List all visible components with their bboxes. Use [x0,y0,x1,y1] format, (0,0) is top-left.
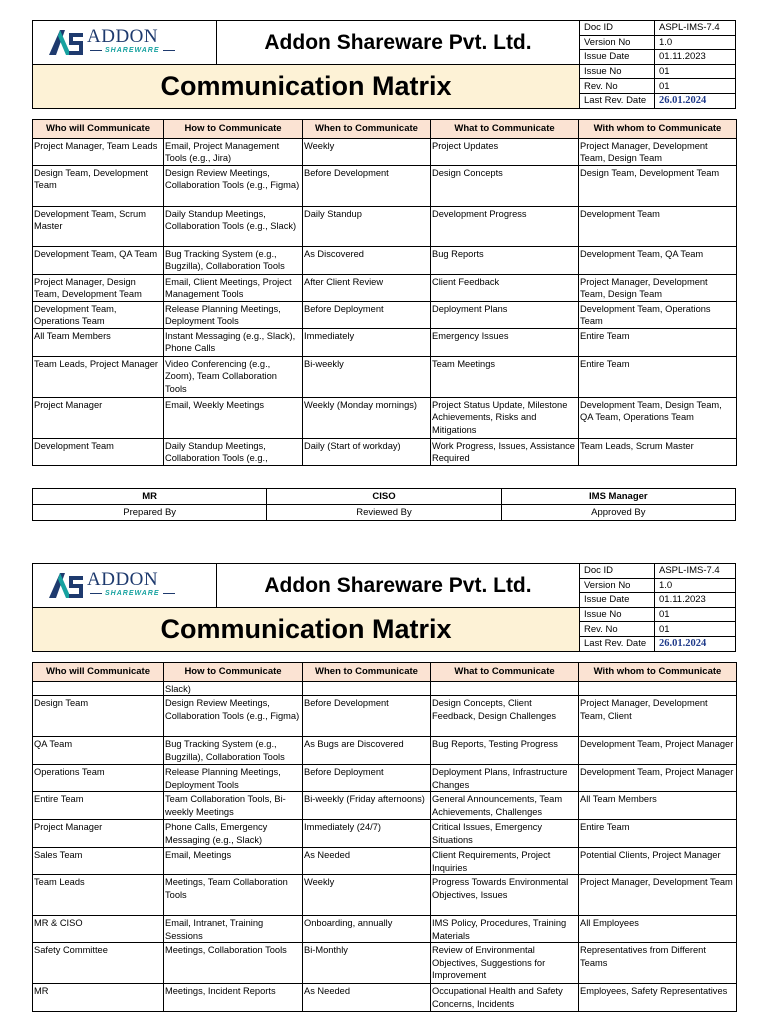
table-cell: Development Team, QA Team [579,246,737,274]
table-cell [431,681,579,696]
meta-value: 01.11.2023 [655,593,736,608]
table-row [33,328,737,356]
table-cell: Design Review Meetings, Collaboration Tools (e.g., Figma) [164,696,303,737]
table-cell: As Bugs are Discovered [303,737,431,765]
document-meta [580,21,736,109]
meta-label: Issue No [580,607,655,622]
communication-matrix-table [32,662,737,1013]
table-cell: Development Progress [431,206,579,246]
meta-label: Doc ID [580,564,655,578]
meta-value: 01 [655,607,736,622]
table-cell: Meetings, Incident Reports [164,984,303,1012]
meta-label: Issue No [580,64,655,79]
table-cell: Meetings, Team Collaboration Tools [164,875,303,916]
logo-wordmark: ADDON [87,26,159,47]
table-cell: Bi-Monthly [303,943,431,984]
table-cell: Immediately (24/7) [303,820,431,848]
table-cell: Instant Messaging (e.g., Slack), Phone Calls [164,328,303,356]
table-cell: Team Meetings [431,356,579,397]
meta-label: Rev. No [580,79,655,94]
signoff-action: Approved By [501,504,735,520]
table-cell [33,681,164,696]
table-cell: All Team Members [579,792,737,820]
table-row [33,984,737,1012]
table-cell: Design Concepts, Client Feedback, Design Challenges [431,696,579,737]
table-cell: Client Requirements, Project Inquiries [431,848,579,875]
table-cell: Before Deployment [303,301,431,328]
table-cell: Bi-weekly (Friday afternoons) [303,792,431,820]
company-name: Addon Shareware Pvt. Ltd. [217,21,580,65]
table-cell: Slack) [164,681,303,696]
company-logo [33,21,217,65]
table-cell: Email, Meetings [164,848,303,875]
table-row [33,875,737,916]
company-logo [33,564,217,608]
logo-mark-icon [47,570,85,600]
communication-matrix-table [32,119,737,466]
logo-tagline: SHAREWARE [87,590,178,597]
table-cell: Design Team, Development Team [33,165,164,206]
table-cell: Video Conferencing (e.g., Zoom), Team Collaboration Tools [164,356,303,397]
table-cell: All Employees [579,916,737,943]
table-cell: Development Team, QA Team [33,246,164,274]
table-row [33,916,737,943]
logo-tagline: SHAREWARE [87,47,178,54]
table-cell: Release Planning Meetings, Deployment Tools [164,765,303,792]
table-cell: Design Team [33,696,164,737]
table-cell: Project Manager [33,820,164,848]
document-title: Communication Matrix [33,608,580,651]
meta-value: ASPL-IMS-7.4 [655,564,736,578]
table-cell: As Needed [303,848,431,875]
table-cell: Project Updates [431,138,579,165]
page-1 [32,20,736,521]
table-row [33,943,737,984]
signoff-role: CISO [267,488,501,504]
company-name: Addon Shareware Pvt. Ltd. [217,564,580,608]
table-header-row [33,119,737,138]
table-cell: Weekly [303,138,431,165]
table-row [33,246,737,274]
meta-label: Version No [580,35,655,50]
meta-value: 26.01.2024 [655,636,736,650]
column-header: How to Communicate [164,119,303,138]
table-cell: Team Leads [33,875,164,916]
meta-label: Version No [580,578,655,593]
signoff-table [32,488,736,521]
meta-value: 01 [655,79,736,94]
table-row [33,397,737,438]
table-cell: Bi-weekly [303,356,431,397]
column-header: How to Communicate [164,662,303,681]
table-cell: Email, Client Meetings, Project Management Tools [164,274,303,301]
table-cell: Design Concepts [431,165,579,206]
meta-label: Issue Date [580,50,655,65]
table-row [33,737,737,765]
table-cell [579,681,737,696]
table-row [33,165,737,206]
table-cell: MR [33,984,164,1012]
table-cell: Development Team, Operations Team [579,301,737,328]
meta-value: 26.01.2024 [655,93,736,107]
table-cell: Project Status Update, Milestone Achievements, Risks and Mitigations [431,397,579,438]
table-cell: Before Development [303,165,431,206]
table-row [33,696,737,737]
table-cell: Development Team, Operations Team [33,301,164,328]
table-cell: Design Review Meetings, Collaboration Tools (e.g., Figma) [164,165,303,206]
meta-value: 01 [655,64,736,79]
table-cell: Deployment Plans [431,301,579,328]
column-header: Who will Communicate [33,119,164,138]
table-row [33,138,737,165]
table-row [33,681,737,696]
table-cell: Onboarding, annually [303,916,431,943]
table-cell: Development Team [33,438,164,465]
table-cell: Email, Weekly Meetings [164,397,303,438]
table-cell: As Needed [303,984,431,1012]
table-cell: Work Progress, Issues, Assistance Required [431,438,579,465]
table-cell: Entire Team [579,328,737,356]
table-cell: Daily Standup Meetings, Collaboration Tools (e.g., Slack) [164,206,303,246]
document-header [32,20,736,109]
table-row [33,848,737,875]
table-row [33,792,737,820]
table-row [33,274,737,301]
table-row [33,356,737,397]
table-row [33,765,737,792]
signoff-role: MR [33,488,267,504]
table-cell: Entire Team [33,792,164,820]
table-cell: Daily Standup Meetings, Collaboration Tools (e.g., [164,438,303,465]
table-cell: After Client Review [303,274,431,301]
column-header: What to Communicate [431,662,579,681]
table-cell: Critical Issues, Emergency Situations [431,820,579,848]
meta-label: Rev. No [580,622,655,637]
table-cell: Meetings, Collaboration Tools [164,943,303,984]
signoff-action: Prepared By [33,504,267,520]
table-cell: Release Planning Meetings, Deployment Tools [164,301,303,328]
table-cell: All Team Members [33,328,164,356]
table-cell: Before Deployment [303,765,431,792]
table-cell: Bug Reports, Testing Progress [431,737,579,765]
column-header: Who will Communicate [33,662,164,681]
table-cell: Phone Calls, Emergency Messaging (e.g., Slack) [164,820,303,848]
table-cell [303,681,431,696]
table-cell: Email, Project Management Tools (e.g., Jira) [164,138,303,165]
table-cell: Before Development [303,696,431,737]
table-cell: Deployment Plans, Infrastructure Changes [431,765,579,792]
table-row [33,438,737,465]
table-cell: Development Team, Scrum Master [33,206,164,246]
signoff-action: Reviewed By [267,504,501,520]
signoff-role: IMS Manager [501,488,735,504]
table-cell: Weekly (Monday mornings) [303,397,431,438]
meta-label: Issue Date [580,593,655,608]
document-header [32,563,736,652]
table-cell: Development Team, Design Team, QA Team, Operations Team [579,397,737,438]
table-cell: As Discovered [303,246,431,274]
meta-value: ASPL-IMS-7.4 [655,21,736,35]
document-title: Communication Matrix [33,65,580,108]
table-cell: Project Manager, Development Team, Design Team [579,138,737,165]
table-cell: Development Team [579,206,737,246]
column-header: When to Communicate [303,119,431,138]
table-cell: Entire Team [579,820,737,848]
document-meta [580,564,736,652]
table-cell: Bug Tracking System (e.g., Bugzilla), Collaboration Tools [164,246,303,274]
table-cell: Safety Committee [33,943,164,984]
table-cell: Daily Standup [303,206,431,246]
table-cell: Review of Environmental Objectives, Suggestions for Improvement [431,943,579,984]
table-cell: Entire Team [579,356,737,397]
table-cell: Employees, Safety Representatives [579,984,737,1012]
table-row [33,820,737,848]
table-cell: Design Team, Development Team [579,165,737,206]
table-cell: Immediately [303,328,431,356]
column-header: With whom to Communicate [579,119,737,138]
table-cell: Sales Team [33,848,164,875]
table-cell: Bug Tracking System (e.g., Bugzilla), Collaboration Tools [164,737,303,765]
table-cell: Team Leads, Scrum Master [579,438,737,465]
table-row [33,206,737,246]
table-cell: Project Manager, Development Team, Client [579,696,737,737]
column-header: When to Communicate [303,662,431,681]
table-cell: Operations Team [33,765,164,792]
table-cell: Development Team, Project Manager [579,765,737,792]
table-cell: QA Team [33,737,164,765]
table-cell: MR & CISO [33,916,164,943]
logo-mark-icon [47,27,85,57]
column-header: With whom to Communicate [579,662,737,681]
table-cell: Occupational Health and Safety Concerns, Incidents [431,984,579,1012]
table-cell: IMS Policy, Procedures, Training Materials [431,916,579,943]
column-header: What to Communicate [431,119,579,138]
table-cell: Team Leads, Project Manager [33,356,164,397]
table-cell: Project Manager, Team Leads [33,138,164,165]
meta-label: Doc ID [580,21,655,35]
table-cell: Development Team, Project Manager [579,737,737,765]
table-cell: Project Manager, Development Team [579,875,737,916]
table-cell: Project Manager, Development Team, Design Team [579,274,737,301]
meta-label: Last Rev. Date [580,93,655,107]
meta-value: 1.0 [655,35,736,50]
logo-wordmark: ADDON [87,569,159,590]
table-cell: Team Collaboration Tools, Bi-weekly Meetings [164,792,303,820]
table-cell: Potential Clients, Project Manager [579,848,737,875]
table-cell: Emergency Issues [431,328,579,356]
table-cell: Weekly [303,875,431,916]
table-cell: General Announcements, Team Achievements, Challenges [431,792,579,820]
meta-value: 1.0 [655,578,736,593]
table-header-row [33,662,737,681]
table-cell: Representatives from Different Teams [579,943,737,984]
table-cell: Project Manager [33,397,164,438]
table-cell: Project Manager, Design Team, Development Team [33,274,164,301]
table-cell: Email, Intranet, Training Sessions [164,916,303,943]
table-row [33,301,737,328]
meta-value: 01 [655,622,736,637]
page-2 [32,563,736,1012]
table-cell: Bug Reports [431,246,579,274]
meta-label: Last Rev. Date [580,636,655,650]
meta-value: 01.11.2023 [655,50,736,65]
table-cell: Client Feedback [431,274,579,301]
table-cell: Daily (Start of workday) [303,438,431,465]
table-cell: Progress Towards Environmental Objectives, Issues [431,875,579,916]
